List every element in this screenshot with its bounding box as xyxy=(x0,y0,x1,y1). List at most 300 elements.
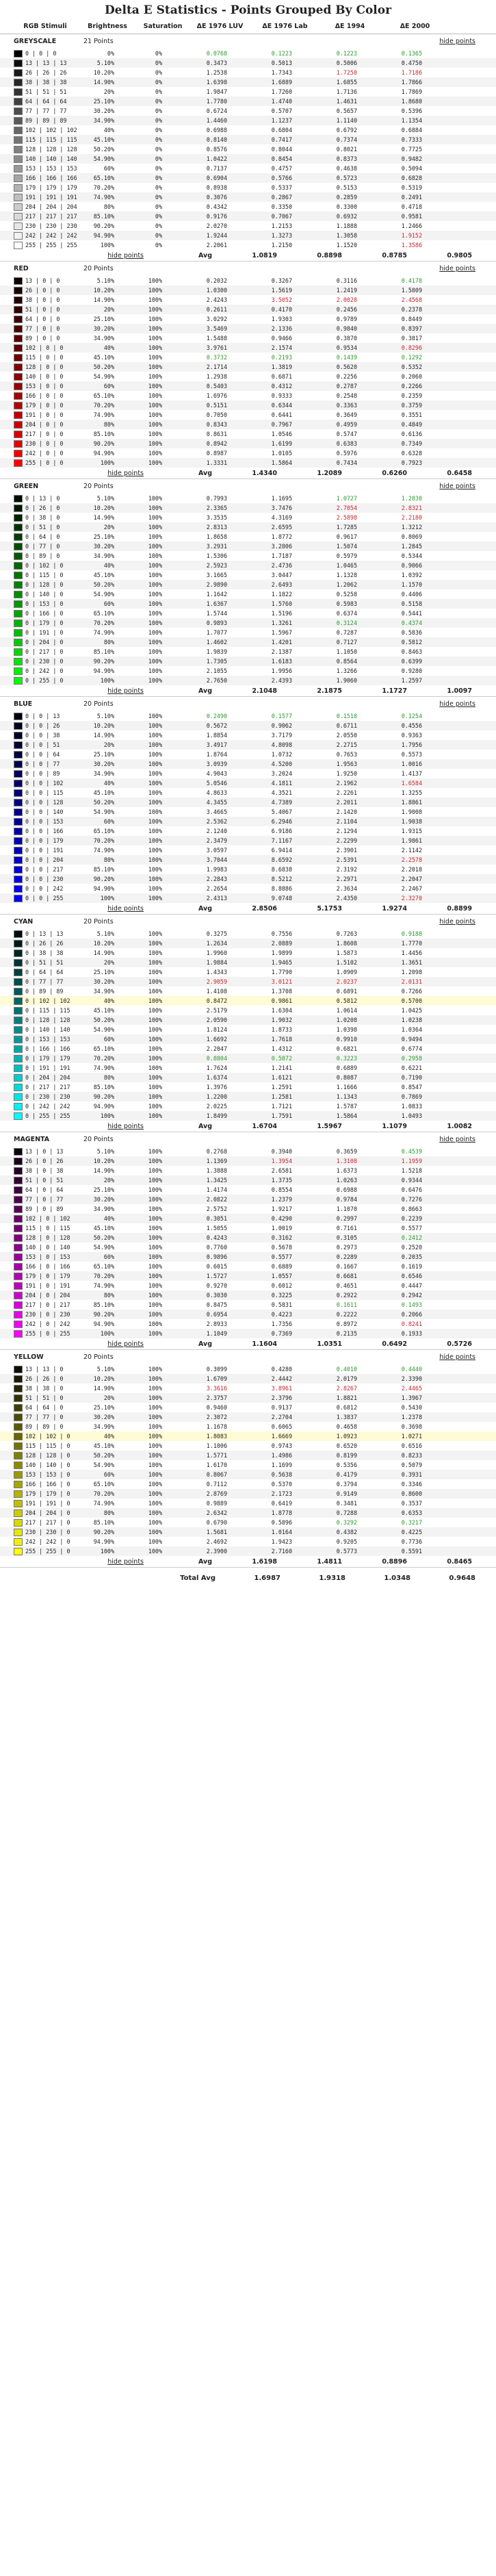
brightness-value: 25.10% xyxy=(93,1404,114,1411)
color-swatch xyxy=(14,1158,23,1165)
de1976-lab-value: 1.9303 xyxy=(271,316,292,322)
de1976-luv-value: 0.9270 xyxy=(206,1282,227,1289)
de2000-value: 0.7736 xyxy=(401,1538,422,1545)
de1976-lab-value: 1.5760 xyxy=(271,600,292,607)
brightness-value: 30.20% xyxy=(93,107,114,114)
saturation-value: 100% xyxy=(148,421,162,428)
group-average-de1994: 0.6492 xyxy=(382,1340,407,1348)
de1976-lab-value: 0.5872 xyxy=(271,1055,292,1062)
de1994-value: 0.6891 xyxy=(336,988,357,995)
de1976-luv-value: 2.8933 xyxy=(206,1321,227,1327)
rgb-value: 0 | 204 | 0 xyxy=(25,639,64,646)
de1994-value: 0.4651 xyxy=(336,1282,357,1289)
de1976-luv-value: 0.9896 xyxy=(206,1253,227,1260)
rgb-value: 0 | 0 | 166 xyxy=(25,828,64,834)
color-swatch xyxy=(14,495,23,502)
table-row xyxy=(0,1329,496,1338)
brightness-value: 14.90% xyxy=(93,1385,114,1392)
de1976-luv-value: 0.6015 xyxy=(206,1263,227,1270)
saturation-value: 100% xyxy=(148,629,162,636)
brightness-value: 40% xyxy=(103,1215,114,1222)
table-row xyxy=(0,77,496,87)
color-swatch xyxy=(14,1500,23,1507)
de2000-value: 0.4849 xyxy=(401,421,422,428)
brightness-value: 74.90% xyxy=(93,1500,114,1507)
de1976-lab-value: 2.6595 xyxy=(271,524,292,531)
color-swatch xyxy=(14,1074,23,1082)
brightness-value: 25.10% xyxy=(93,751,114,758)
saturation-value: 100% xyxy=(148,770,162,777)
rgb-value: 166 | 166 | 0 xyxy=(25,1481,70,1488)
de1994-value: 2.1294 xyxy=(336,828,357,834)
group-average-de1976-lab: 1.4811 xyxy=(317,1557,342,1566)
group-header xyxy=(0,1132,496,1147)
color-swatch xyxy=(14,930,23,938)
group-point-count: 21 Points xyxy=(83,38,114,45)
group-rows xyxy=(0,276,496,468)
saturation-value: 100% xyxy=(148,1148,162,1155)
de1976-luv-value: 1.9960 xyxy=(206,949,227,956)
color-swatch xyxy=(14,667,23,675)
rgb-value: 0 | 0 | 64 xyxy=(25,751,60,758)
de1976-lab-value: 1.9956 xyxy=(271,667,292,674)
color-swatch xyxy=(14,1490,23,1498)
saturation-value: 100% xyxy=(148,799,162,806)
saturation-value: 100% xyxy=(148,373,162,380)
de1994-value: 0.5812 xyxy=(336,997,357,1004)
de1976-lab-value: 3.0447 xyxy=(271,572,292,578)
de1976-luv-value: 1.1006 xyxy=(206,1442,227,1449)
saturation-value: 0% xyxy=(155,127,162,133)
de1994-value: 0.6932 xyxy=(336,213,357,220)
hide-points-link[interactable]: hide points xyxy=(107,1340,144,1348)
de1976-luv-value: 0.3076 xyxy=(206,194,227,201)
de2000-value: 2.4568 xyxy=(401,296,422,303)
de1976-luv-value: 0.8942 xyxy=(206,440,227,447)
de1976-luv-value: 2.5752 xyxy=(206,1206,227,1212)
hide-points-link[interactable]: hide points xyxy=(439,265,475,272)
de1994-value: 0.5153 xyxy=(336,184,357,191)
rgb-value: 0 | 0 | 115 xyxy=(25,789,64,796)
brightness-value: 20% xyxy=(103,959,114,966)
brightness-value: 74.90% xyxy=(93,1064,114,1071)
de1976-lab-value: 0.8454 xyxy=(271,155,292,162)
de1994-value: 2.3192 xyxy=(336,866,357,873)
brightness-value: 10.20% xyxy=(93,287,114,294)
group-name: BLUE xyxy=(14,700,33,708)
rgb-value: 0 | 0 | 230 xyxy=(25,876,64,882)
hide-points-link[interactable]: hide points xyxy=(107,904,144,913)
de1976-lab-value: 0.6012 xyxy=(271,1282,292,1289)
column-header-saturation: Saturation xyxy=(143,23,183,30)
rgb-value: 38 | 38 | 38 xyxy=(25,79,67,86)
brightness-value: 100% xyxy=(100,459,114,466)
de1994-value: 0.5773 xyxy=(336,1548,357,1555)
de1976-luv-value: 2.2654 xyxy=(206,885,227,892)
de1976-luv-value: 1.7077 xyxy=(206,629,227,636)
de1994-value: 0.9789 xyxy=(336,316,357,322)
rgb-value: 115 | 115 | 115 xyxy=(25,136,77,143)
saturation-value: 100% xyxy=(148,1103,162,1110)
table-row xyxy=(0,1073,496,1082)
hide-points-link[interactable]: hide points xyxy=(439,38,475,45)
table-row xyxy=(0,68,496,77)
de2000-value: 0.5573 xyxy=(401,751,422,758)
de1994-value: 0.6374 xyxy=(336,610,357,617)
rgb-value: 0 | 255 | 0 xyxy=(25,677,64,684)
color-swatch xyxy=(14,959,23,967)
color-swatch xyxy=(14,136,23,144)
de1976-lab-value: 1.6183 xyxy=(271,658,292,665)
de2000-value: 2.4465 xyxy=(401,1385,422,1392)
de1976-luv-value: 0.3099 xyxy=(206,1366,227,1373)
de2000-value: 0.9188 xyxy=(401,930,422,937)
de1976-lab-value: 1.0557 xyxy=(271,1273,292,1279)
de1994-value: 0.5006 xyxy=(336,60,357,66)
saturation-value: 100% xyxy=(148,533,162,540)
table-row xyxy=(0,1364,496,1374)
table-row xyxy=(0,1156,496,1166)
color-swatch xyxy=(14,222,23,230)
de2000-value: 1.4137 xyxy=(401,770,422,777)
de1976-lab-value: 1.6669 xyxy=(271,1433,292,1440)
de1976-luv-value: 1.6709 xyxy=(206,1375,227,1382)
table-row xyxy=(0,305,496,314)
rgb-value: 0 | 77 | 77 xyxy=(25,978,64,985)
de1994-value: 0.3223 xyxy=(336,1055,357,1062)
de1976-lab-value: 2.1387 xyxy=(271,648,292,655)
saturation-value: 100% xyxy=(148,732,162,739)
de1994-value: 2.2011 xyxy=(336,799,357,806)
rgb-value: 0 | 191 | 191 xyxy=(25,1064,70,1071)
brightness-value: 100% xyxy=(100,1330,114,1337)
de2000-value: 0.6353 xyxy=(401,1509,422,1516)
table-row xyxy=(0,295,496,305)
saturation-value: 100% xyxy=(148,505,162,511)
table-row xyxy=(0,759,496,769)
de2000-value: 2.2578 xyxy=(401,856,422,863)
saturation-value: 100% xyxy=(148,1055,162,1062)
de1976-lab-value: 1.4740 xyxy=(271,98,292,105)
brightness-value: 20% xyxy=(103,1394,114,1401)
de2000-value: 1.5218 xyxy=(401,1167,422,1174)
color-swatch xyxy=(14,1311,23,1318)
table-row xyxy=(0,513,496,522)
brightness-value: 65.10% xyxy=(93,610,114,617)
saturation-value: 100% xyxy=(148,1433,162,1440)
de2000-value: 0.5352 xyxy=(401,364,422,370)
hide-points-link[interactable]: hide points xyxy=(107,687,144,695)
de1994-value: 0.3124 xyxy=(336,620,357,626)
color-swatch xyxy=(14,242,23,249)
color-swatch xyxy=(14,722,23,730)
rgb-value: 64 | 0 | 0 xyxy=(25,316,60,322)
de1976-luv-value: 4.3455 xyxy=(206,799,227,806)
table-row xyxy=(0,1092,496,1101)
de1976-luv-value: 2.3757 xyxy=(206,1394,227,1401)
de2000-value: 0.4374 xyxy=(401,620,422,626)
saturation-value: 100% xyxy=(148,1462,162,1468)
de2000-value: 1.3255 xyxy=(401,789,422,796)
table-row xyxy=(0,1166,496,1175)
color-swatch xyxy=(14,402,23,409)
de1976-luv-value: 0.6988 xyxy=(206,127,227,133)
rgb-value: 0 | 13 | 0 xyxy=(25,495,60,502)
table-row xyxy=(0,221,496,231)
de2000-value: 0.7333 xyxy=(401,136,422,143)
color-swatch xyxy=(14,658,23,665)
color-swatch xyxy=(14,411,23,419)
hide-points-link[interactable]: hide points xyxy=(107,469,144,477)
group-average-de1994: 0.8785 xyxy=(382,251,407,259)
group-average-de1976-luv: 1.0819 xyxy=(252,251,277,259)
de1994-value: 0.9784 xyxy=(336,1196,357,1203)
de1994-value: 0.5983 xyxy=(336,600,357,607)
rgb-value: 153 | 153 | 0 xyxy=(25,1471,70,1478)
de1976-lab-value: 0.1223 xyxy=(271,50,292,57)
saturation-value: 100% xyxy=(148,885,162,892)
table-row xyxy=(0,948,496,958)
de2000-value: 0.2035 xyxy=(401,1253,422,1260)
rgb-value: 230 | 230 | 230 xyxy=(25,222,77,229)
de1994-value: 1.0398 xyxy=(336,1026,357,1033)
brightness-value: 60% xyxy=(103,600,114,607)
table-row xyxy=(0,609,496,618)
color-swatch xyxy=(14,107,23,115)
group-average-label: Avg xyxy=(198,469,212,477)
de1976-luv-value: 3.1665 xyxy=(206,572,227,578)
de1994-value: 1.5787 xyxy=(336,1103,357,1110)
de1976-luv-value: 0.7112 xyxy=(206,1481,227,1488)
de1976-luv-value: 2.9890 xyxy=(206,581,227,588)
hide-points-link[interactable]: hide points xyxy=(439,483,475,490)
hide-points-link[interactable]: hide points xyxy=(439,918,475,926)
de1976-lab-value: 0.4223 xyxy=(271,1311,292,1318)
de2000-value: 0.5577 xyxy=(401,1225,422,1232)
hide-points-link[interactable]: hide points xyxy=(439,700,475,708)
table-row xyxy=(0,154,496,164)
de1994-value: 0.7127 xyxy=(336,639,357,646)
color-swatch xyxy=(14,818,23,826)
saturation-value: 100% xyxy=(148,895,162,902)
brightness-value: 80% xyxy=(103,1509,114,1516)
group-name: GREEN xyxy=(14,483,39,490)
table-row xyxy=(0,1383,496,1393)
group-average-row xyxy=(0,250,496,261)
color-swatch xyxy=(14,969,23,976)
de1976-lab-value: 3.2806 xyxy=(271,543,292,550)
de1976-lab-value: 0.9861 xyxy=(271,997,292,1004)
de2000-value: 1.1959 xyxy=(401,1158,422,1164)
brightness-value: 90.20% xyxy=(93,658,114,665)
de1976-luv-value: 1.4343 xyxy=(206,969,227,975)
de2000-value: 1.9152 xyxy=(401,232,422,239)
de2000-value: 0.8069 xyxy=(401,533,422,540)
rgb-value: 0 | 64 | 64 xyxy=(25,969,64,975)
color-swatch xyxy=(14,1234,23,1242)
de1976-lab-value: 0.3267 xyxy=(271,277,292,284)
saturation-value: 100% xyxy=(148,552,162,559)
color-swatch xyxy=(14,1423,23,1431)
de2000-value: 0.8397 xyxy=(401,325,422,332)
table-row xyxy=(0,788,496,798)
saturation-value: 100% xyxy=(148,789,162,796)
de2000-value: 1.2378 xyxy=(401,1414,422,1420)
de1976-luv-value: 2.5923 xyxy=(206,562,227,569)
de1994-value: 0.3481 xyxy=(336,1500,357,1507)
brightness-value: 0% xyxy=(107,50,114,57)
de1994-value: 1.0909 xyxy=(336,969,357,975)
table-row xyxy=(0,1431,496,1441)
saturation-value: 100% xyxy=(148,1084,162,1091)
de1976-lab-value: 0.3350 xyxy=(271,203,292,210)
de1976-luv-value: 1.8854 xyxy=(206,732,227,739)
hide-points-link[interactable]: hide points xyxy=(107,1122,144,1130)
brightness-value: 40% xyxy=(103,1433,114,1440)
saturation-value: 0% xyxy=(155,107,162,114)
rgb-value: 64 | 64 | 0 xyxy=(25,1404,64,1411)
color-swatch xyxy=(14,1253,23,1261)
de2000-value: 1.3967 xyxy=(401,1394,422,1401)
de1976-lab-value: 0.7067 xyxy=(271,213,292,220)
de1976-lab-value: 1.3273 xyxy=(271,232,292,239)
total-average-de1976-lab: 1.9318 xyxy=(319,1574,345,1582)
de1976-luv-value: 3.7044 xyxy=(206,856,227,863)
hide-points-link[interactable]: hide points xyxy=(107,1557,144,1566)
de1994-value: 2.4350 xyxy=(336,895,357,902)
saturation-value: 0% xyxy=(155,242,162,248)
table-row xyxy=(0,1451,496,1460)
de1976-luv-value: 2.1055 xyxy=(206,667,227,674)
de1994-value: 0.6681 xyxy=(336,1273,357,1279)
table-row xyxy=(0,769,496,778)
rgb-value: 77 | 77 | 0 xyxy=(25,1414,64,1420)
saturation-value: 100% xyxy=(148,658,162,665)
saturation-value: 0% xyxy=(155,203,162,210)
de1994-value: 0.6792 xyxy=(336,127,357,133)
table-row xyxy=(0,1527,496,1537)
color-swatch xyxy=(14,572,23,579)
de1994-value: 2.8267 xyxy=(336,1385,357,1392)
color-swatch xyxy=(14,505,23,512)
table-row xyxy=(0,836,496,845)
de1976-luv-value: 2.6342 xyxy=(206,1509,227,1516)
de2000-value: 1.3212 xyxy=(401,524,422,531)
de2000-value: 1.6584 xyxy=(401,780,422,787)
de1976-lab-value: 1.4986 xyxy=(271,1452,292,1459)
table-row xyxy=(0,1101,496,1111)
de2000-value: 0.3551 xyxy=(401,411,422,418)
saturation-value: 0% xyxy=(155,146,162,153)
de1976-luv-value: 1.6367 xyxy=(206,600,227,607)
color-swatch xyxy=(14,639,23,646)
saturation-value: 100% xyxy=(148,600,162,607)
rgb-value: 0 | 102 | 102 xyxy=(25,997,70,1004)
de2000-value: 0.2239 xyxy=(401,1215,422,1222)
de1976-luv-value: 2.1240 xyxy=(206,828,227,834)
rgb-value: 102 | 102 | 0 xyxy=(25,1433,70,1440)
de2000-value: 0.1254 xyxy=(401,713,422,719)
saturation-value: 100% xyxy=(148,988,162,995)
de1994-value: 0.3105 xyxy=(336,1234,357,1241)
de1994-value: 0.9617 xyxy=(336,533,357,540)
de1976-lab-value: 6.9186 xyxy=(271,828,292,834)
color-swatch xyxy=(14,940,23,947)
rgb-value: 179 | 179 | 0 xyxy=(25,1490,70,1497)
color-swatch xyxy=(14,978,23,986)
de1994-value: 0.7287 xyxy=(336,629,357,636)
de1976-lab-value: 0.4757 xyxy=(271,165,292,172)
de1976-luv-value: 0.3473 xyxy=(206,60,227,66)
group-header xyxy=(0,262,496,276)
de1976-lab-value: 3.7179 xyxy=(271,732,292,739)
de2000-value: 0.9482 xyxy=(401,155,422,162)
de1994-value: 0.9205 xyxy=(336,1538,357,1545)
de2000-value: 1.0392 xyxy=(401,572,422,578)
group-average-de1976-luv: 2.1048 xyxy=(252,687,277,695)
de1976-luv-value: 1.8658 xyxy=(206,533,227,540)
hide-points-link[interactable]: hide points xyxy=(107,251,144,259)
de1976-lab-value: 0.6441 xyxy=(271,411,292,418)
de1994-value: 0.8373 xyxy=(336,155,357,162)
color-swatch xyxy=(14,1215,23,1223)
table-row xyxy=(0,1422,496,1431)
color-swatch xyxy=(14,325,23,333)
saturation-value: 100% xyxy=(148,677,162,684)
hide-points-link[interactable]: hide points xyxy=(439,1353,475,1361)
table-row xyxy=(0,1262,496,1271)
brightness-value: 30.20% xyxy=(93,978,114,985)
group-average-label: Avg xyxy=(198,904,212,913)
de1976-luv-value: 1.1369 xyxy=(206,1158,227,1164)
hide-points-link[interactable]: hide points xyxy=(439,1136,475,1143)
color-groups xyxy=(0,34,496,1568)
color-swatch xyxy=(14,1036,23,1043)
color-swatch xyxy=(14,1375,23,1383)
de1976-lab-value: 0.6871 xyxy=(271,373,292,380)
de1976-luv-value: 2.0270 xyxy=(206,222,227,229)
group-point-count: 20 Points xyxy=(83,265,114,272)
color-swatch xyxy=(14,1414,23,1421)
de1976-luv-value: 1.9839 xyxy=(206,648,227,655)
saturation-value: 0% xyxy=(155,88,162,95)
rgb-value: 217 | 217 | 0 xyxy=(25,1519,70,1526)
brightness-value: 45.10% xyxy=(93,1007,114,1014)
color-swatch xyxy=(14,450,23,457)
table-row xyxy=(0,164,496,173)
de2000-value: 0.5700 xyxy=(401,997,422,1004)
brightness-value: 70.20% xyxy=(93,620,114,626)
rgb-value: 0 | 0 | 140 xyxy=(25,808,64,815)
de1976-luv-value: 0.9889 xyxy=(206,1500,227,1507)
de1994-value: 0.1223 xyxy=(336,50,357,57)
de2000-value: 0.8547 xyxy=(401,1084,422,1091)
rgb-value: 13 | 13 | 0 xyxy=(25,1366,64,1373)
group-average-de2000: 1.0097 xyxy=(447,687,472,695)
saturation-value: 100% xyxy=(148,741,162,748)
brightness-value: 65.10% xyxy=(93,1481,114,1488)
de1994-value: 0.8087 xyxy=(336,1074,357,1081)
saturation-value: 100% xyxy=(148,978,162,985)
de1994-value: 1.1050 xyxy=(336,648,357,655)
de2000-value: 0.2958 xyxy=(401,1055,422,1062)
color-swatch xyxy=(14,770,23,778)
color-swatch xyxy=(14,184,23,192)
de1994-value: 0.3363 xyxy=(336,402,357,409)
de1976-lab-value: 2.4442 xyxy=(271,1375,292,1382)
de1994-value: 0.7161 xyxy=(336,1225,357,1232)
color-swatch xyxy=(14,69,23,77)
